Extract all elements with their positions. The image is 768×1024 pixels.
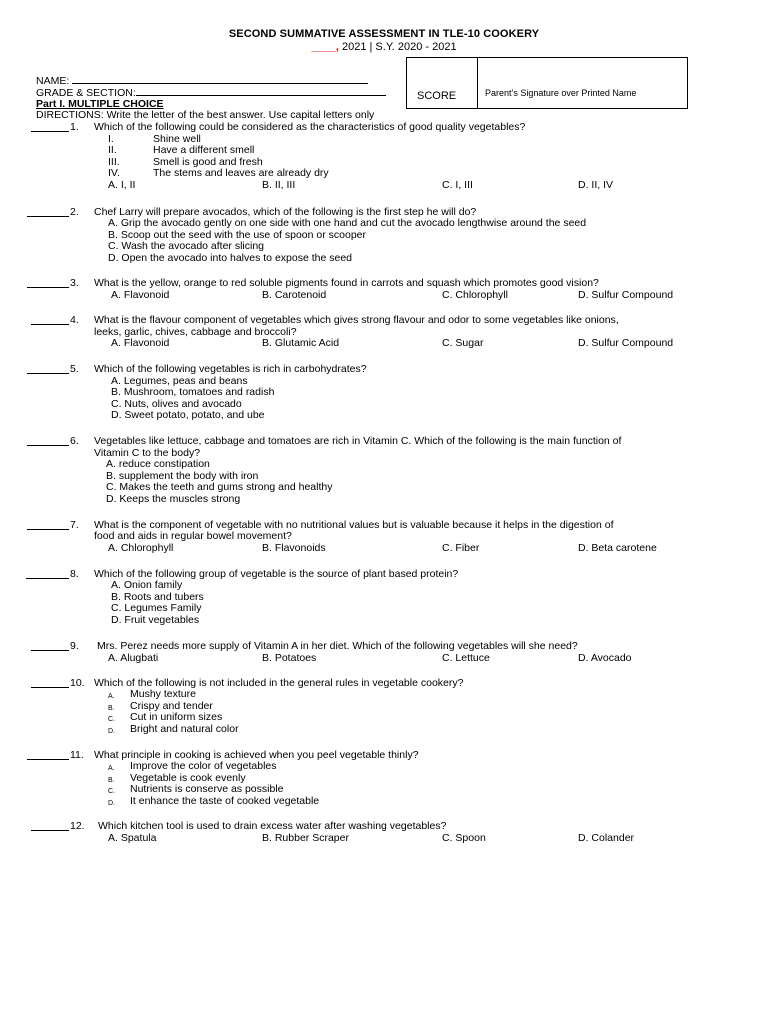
choice-d: D. Sulfur Compound <box>578 289 674 301</box>
choice-d: D. Beta carotene <box>578 542 657 554</box>
choice-a: A. Flavonoid <box>111 289 170 301</box>
choice-d: It enhance the taste of cooked vegetable <box>130 795 320 807</box>
question-number: 2. <box>70 206 79 218</box>
choice-c: C. Wash the avocado after slicing <box>108 240 265 252</box>
choice-a: A. Legumes, peas and beans <box>111 375 248 387</box>
question-text: What is the yellow, orange to red soluble pigments found in carrots and squash which promotes good vision? <box>94 277 599 289</box>
choice-b: B. Flavonoids <box>262 542 326 554</box>
question-number: 7. <box>70 519 79 531</box>
answer-blank-5[interactable] <box>27 373 69 374</box>
part-title: Part I. MULTIPLE CHOICE <box>36 98 164 110</box>
answer-blank-8[interactable] <box>26 578 69 579</box>
question-number: 6. <box>70 435 79 447</box>
choice-d: D. Keeps the muscles strong <box>106 493 241 505</box>
choice-c: C. Fiber <box>442 542 480 554</box>
choice-a: A. I, II <box>108 179 136 191</box>
choice-c: C. Makes the teeth and gums strong and healthy <box>106 481 333 493</box>
question-number: 11. <box>70 749 84 761</box>
choice-c: C. I, III <box>442 179 473 191</box>
answer-blank-4[interactable] <box>31 324 69 325</box>
roman-label: II. <box>108 144 117 156</box>
choice-a: A. Spatula <box>108 832 157 844</box>
choice-d: D. Sulfur Compound <box>578 337 674 349</box>
answer-blank-12[interactable] <box>31 830 69 831</box>
choice-letter: C. <box>108 788 115 795</box>
choice-a: A. Flavonoid <box>111 337 170 349</box>
choice-letter: A. <box>108 765 115 772</box>
choice-letter: B. <box>108 705 115 712</box>
question-number: 4. <box>70 314 79 326</box>
question-number: 12. <box>70 820 85 832</box>
answer-blank-3[interactable] <box>27 287 69 288</box>
choice-c: C. Spoon <box>442 832 486 844</box>
score-divider <box>477 58 478 108</box>
question-text: What is the flavour component of vegetables which gives strong flavour and odor to some vegetables like onions, <box>94 314 619 326</box>
roman-label: I. <box>108 133 114 145</box>
question-text: Vegetables like lettuce, cabbage and tomatoes are rich in Vitamin C. Which of the following is the main function of <box>94 435 622 447</box>
choice-letter: D. <box>108 728 115 735</box>
name-row <box>36 76 368 88</box>
question-text: Which of the following group of vegetable is the source of plant based protein? <box>94 568 459 580</box>
question-text: Mrs. Perez needs more supply of Vitamin A in her diet. Which of the following vegetables will she need? <box>97 640 578 652</box>
choice-c: Nutrients is conserve as possible <box>130 783 284 795</box>
question-text: Which of the following vegetables is rich in carbohydrates? <box>94 363 367 375</box>
choice-a: A. Alugbati <box>108 652 159 664</box>
roman-label: III. <box>108 156 120 168</box>
choice-a: Mushy texture <box>130 688 196 700</box>
roman-label: IV. <box>108 167 120 179</box>
choice-c: C. Lettuce <box>442 652 490 664</box>
choice-b: B. supplement the body with iron <box>106 470 259 482</box>
question-text: What principle in cooking is achieved when you peel vegetable thinly? <box>94 749 419 761</box>
choice-a: A. Grip the avocado gently on one side with one hand and cut the avocado lengthwise around the seed <box>108 217 587 229</box>
answer-blank-10[interactable] <box>31 687 69 688</box>
choice-b: B. Carotenoid <box>262 289 327 301</box>
choice-b: B. Roots and tubers <box>111 591 204 603</box>
date-line <box>0 41 768 53</box>
choice-b: B. Potatoes <box>262 652 317 664</box>
question-text-cont: Vitamin C to the body? <box>94 447 201 459</box>
question-text: Which kitchen tool is used to drain excess water after washing vegetables? <box>98 820 447 832</box>
choice-c: Cut in uniform sizes <box>130 711 223 723</box>
choice-b: B. II, III <box>262 179 296 191</box>
choice-letter: B. <box>108 777 115 784</box>
answer-blank-6[interactable] <box>27 445 69 446</box>
choice-a: A. reduce constipation <box>106 458 210 470</box>
choice-c: C. Legumes Family <box>111 602 202 614</box>
question-number: 3. <box>70 277 79 289</box>
answer-blank-7[interactable] <box>27 529 69 530</box>
choice-a: Improve the color of vegetables <box>130 760 277 772</box>
answer-blank-2[interactable] <box>27 216 69 217</box>
question-number: 5. <box>70 363 79 375</box>
question-number: 8. <box>70 568 79 580</box>
statement: Smell is good and fresh <box>153 156 263 168</box>
question-text: Which of the following is not included in the general rules in vegetable cookery? <box>94 677 464 689</box>
choice-b: B. Scoop out the seed with the use of spoon or scooper <box>108 229 366 241</box>
choice-d: D. Fruit vegetables <box>111 614 200 626</box>
choice-letter: D. <box>108 800 115 807</box>
statement: Shine well <box>153 133 201 145</box>
question-text-cont: food and aids in regular bowel movement? <box>94 530 292 542</box>
question-text: Which of the following could be considered as the characteristics of good quality vegetables? <box>94 121 526 133</box>
question-text: What is the component of vegetable with no nutritional values but is valuable because it helps in the digestion of <box>94 519 614 531</box>
school-year: 2021 | S.Y. 2020 - 2021 <box>338 41 457 53</box>
page-title: SECOND SUMMATIVE ASSESSMENT IN TLE-10 COOKERY <box>228 28 540 40</box>
answer-blank-11[interactable] <box>27 759 69 760</box>
statement: Have a different smell <box>153 144 255 156</box>
question-number: 1. <box>70 121 79 133</box>
choice-a: A. Chlorophyll <box>108 542 174 554</box>
choice-b: B. Glutamic Acid <box>262 337 340 349</box>
grade-label: GRADE & SECTION: <box>36 87 136 99</box>
question-number: 10. <box>70 677 85 689</box>
question-text-cont: leeks, garlic, chives, cabbage and broccoli? <box>94 326 297 338</box>
choice-d: D. Colander <box>578 832 635 844</box>
choice-b: B. Rubber Scraper <box>262 832 349 844</box>
choice-d: D. II, IV <box>578 179 614 191</box>
directions: DIRECTIONS: Write the letter of the best answer. Use capital letters only <box>36 109 375 121</box>
name-blank[interactable] <box>72 83 368 84</box>
answer-blank-1[interactable] <box>31 131 69 132</box>
choice-c: C. Chlorophyll <box>442 289 508 301</box>
choice-letter: A. <box>108 693 115 700</box>
parent-signature-label: Parent’s Signature over Printed Name <box>485 88 637 98</box>
question-number: 9. <box>70 640 79 652</box>
choice-b: Crispy and tender <box>130 700 213 712</box>
score-box <box>406 57 688 109</box>
choice-d: D. Sweet potato, potato, and ube <box>111 409 265 421</box>
choice-b: Vegetable is cook evenly <box>130 772 246 784</box>
answer-blank-9[interactable] <box>31 650 69 651</box>
question-text: Chef Larry will prepare avocados, which of the following is the first step he will do? <box>94 206 477 218</box>
choice-d: Bright and natural color <box>130 723 239 735</box>
choice-d: D. Open the avocado into halves to expose the seed <box>108 252 352 264</box>
date-blank: ____, <box>311 41 339 53</box>
statement: The stems and leaves are already dry <box>153 167 329 179</box>
choice-b: B. Mushroom, tomatoes and radish <box>111 386 275 398</box>
choice-a: A. Onion family <box>111 579 183 591</box>
choice-letter: C. <box>108 716 115 723</box>
score-label: SCORE <box>417 90 457 102</box>
choice-c: C. Sugar <box>442 337 484 349</box>
choice-d: D. Avocado <box>578 652 632 664</box>
name-label: NAME: <box>36 75 73 87</box>
grade-blank[interactable] <box>136 95 386 96</box>
choice-c: C. Nuts, olives and avocado <box>111 398 242 410</box>
